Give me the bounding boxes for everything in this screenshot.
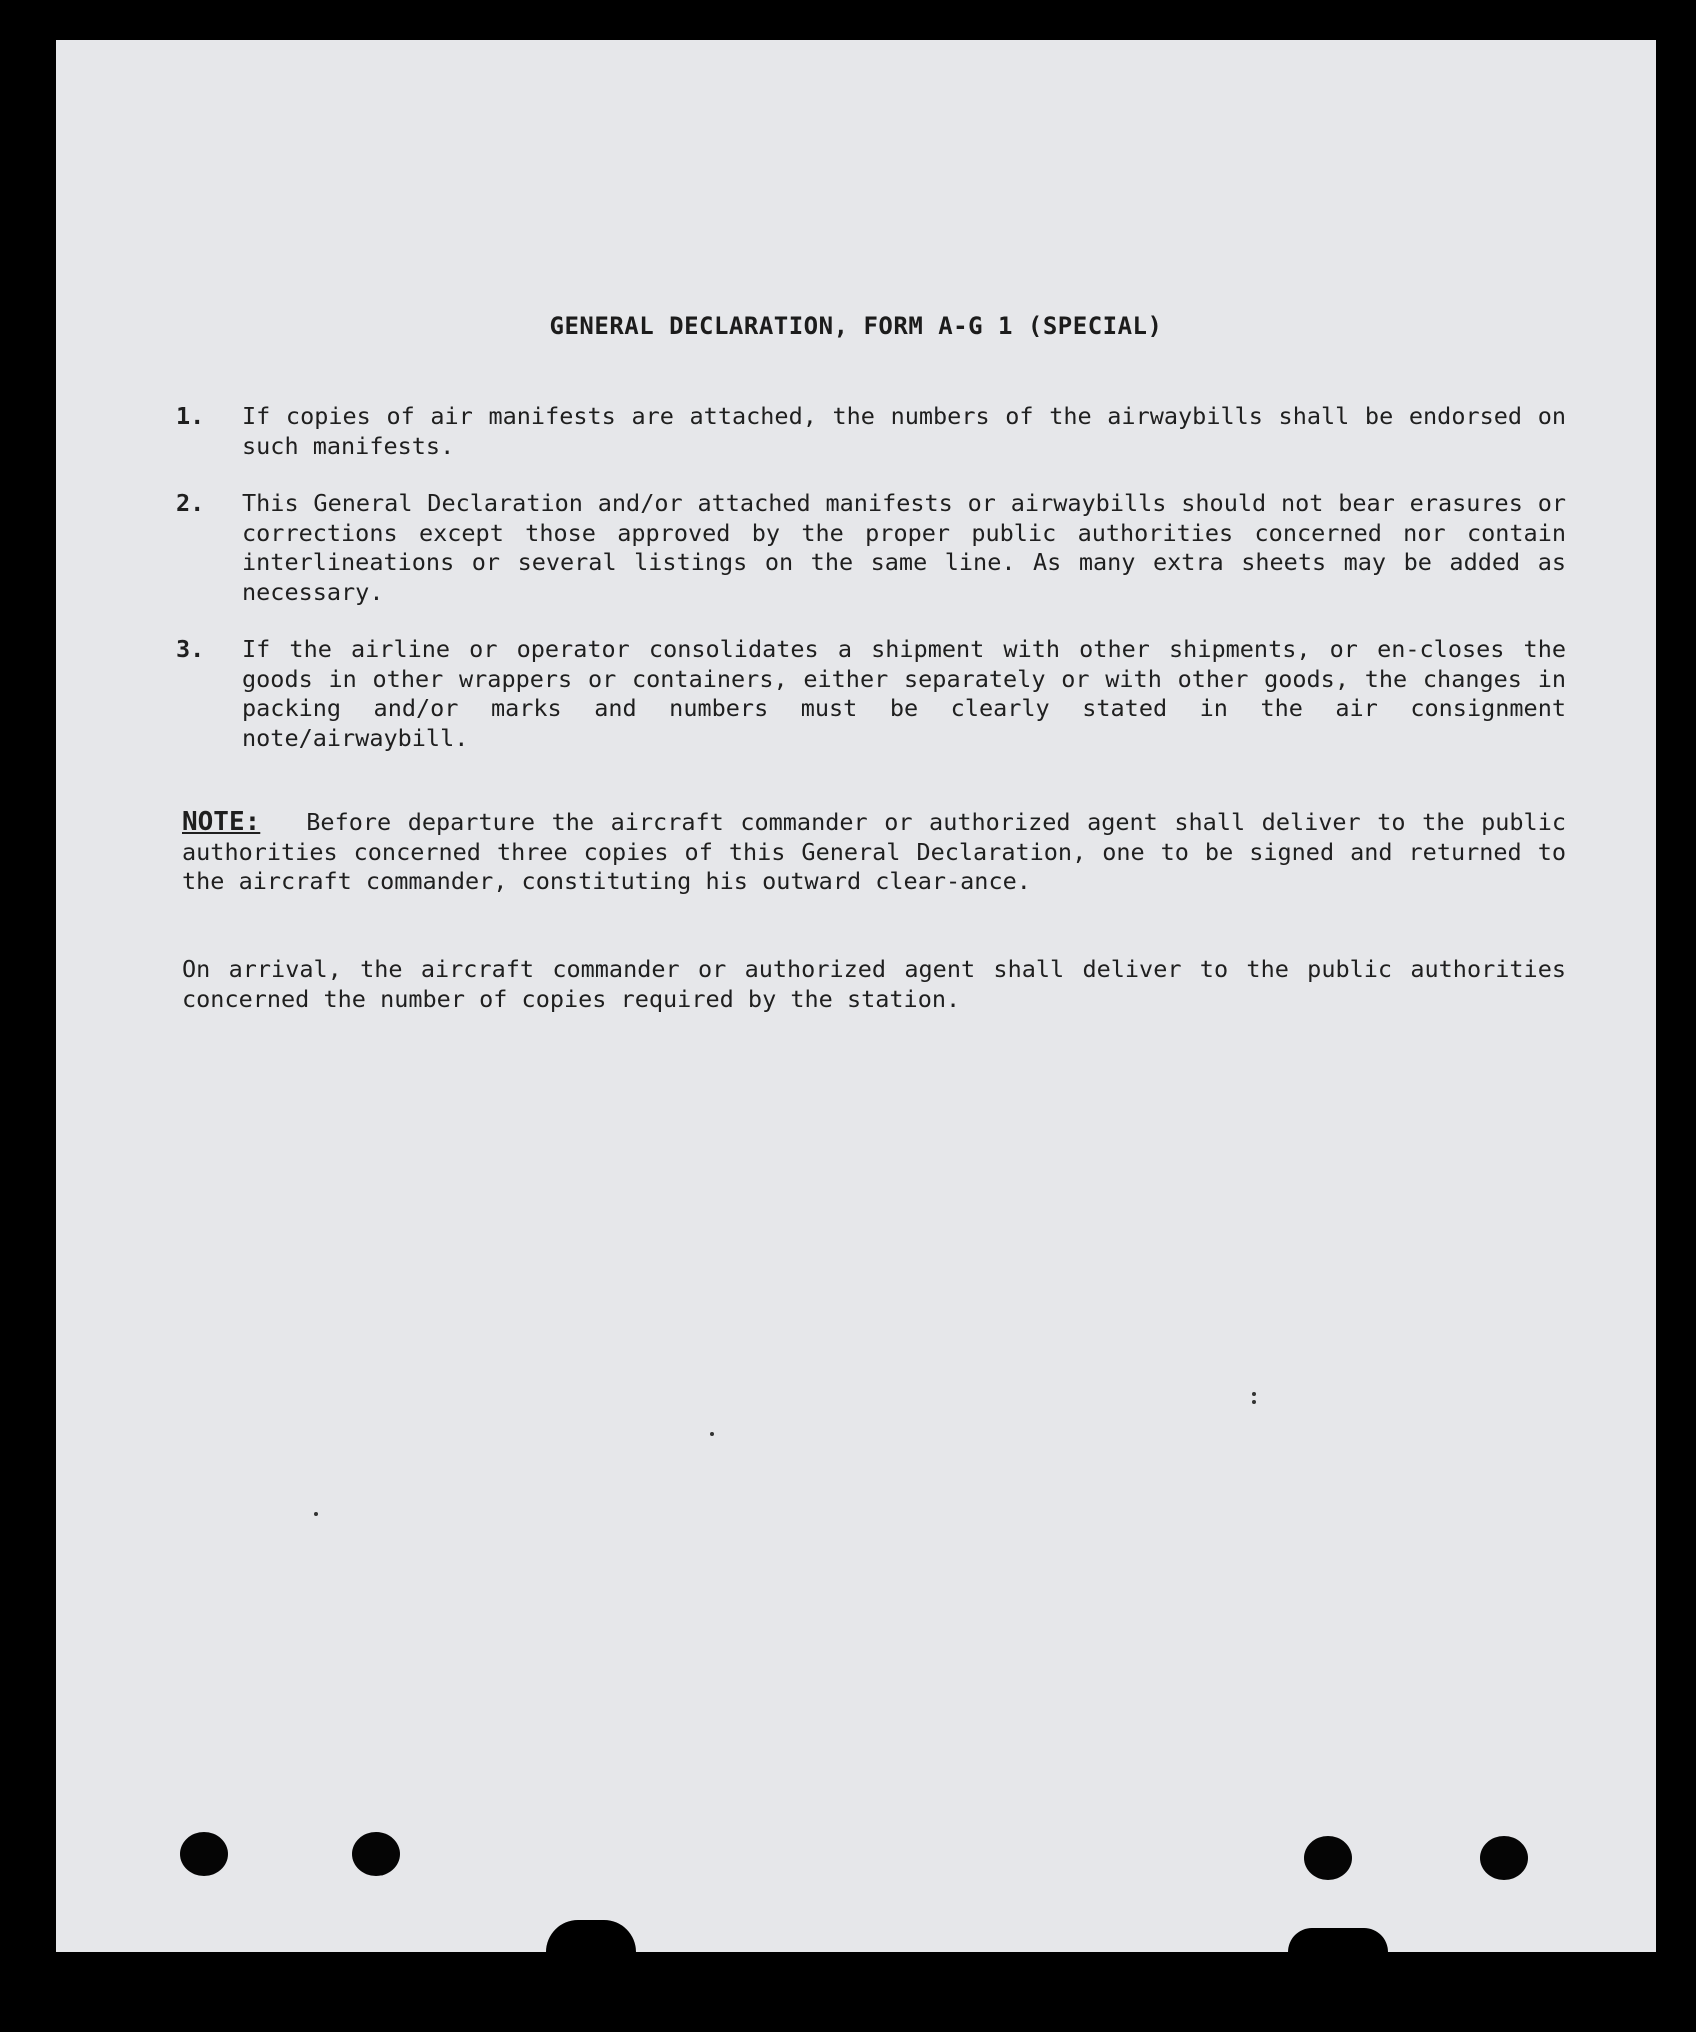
item-text: If copies of air manifests are attached, the numbers of the airwaybills shall be endorsed on such manifests.	[242, 402, 1566, 460]
instructions-list	[176, 402, 1566, 781]
instruction-item-3	[176, 635, 1566, 753]
item-number: 2.	[176, 489, 205, 517]
torn-edge-left	[546, 1920, 636, 1952]
arrival-paragraph: On arrival, the aircraft commander or authorized agent shall deliver to the public authorities concerned the number of copies required by the station.	[182, 955, 1566, 1013]
note-label: NOTE:	[182, 807, 261, 837]
punch-hole-3	[1304, 1836, 1352, 1880]
speck	[1252, 1400, 1256, 1404]
punch-hole-2	[352, 1832, 400, 1876]
item-text: If the airline or operator consolidates a shipment with other shipments, or en-closes the goods in other wrappers or containers, either separately or with other goods, the changes in packing and/or marks and numbers must be clearly stated in the air consignment note/airwaybill.	[242, 635, 1566, 752]
item-number: 1.	[176, 402, 205, 430]
instruction-item-1	[176, 402, 1566, 461]
note-paragraph	[182, 808, 1566, 897]
punch-hole-1	[180, 1832, 228, 1876]
instruction-item-2	[176, 489, 1566, 607]
speck	[1252, 1392, 1256, 1396]
speck	[710, 1432, 714, 1436]
item-text: This General Declaration and/or attached manifests or airwaybills should not bear erasures or corrections except those approved by the proper public authorities concerned nor contain interlineations or several listings on the same line. As many extra sheets may be added as necessary.	[242, 489, 1566, 606]
punch-hole-4	[1480, 1836, 1528, 1880]
document-title: GENERAL DECLARATION, FORM A-G 1 (SPECIAL)	[549, 312, 1163, 340]
document-page	[56, 40, 1656, 1952]
torn-edge-right	[1288, 1928, 1388, 1952]
note-text: Before departure the aircraft commander or authorized agent shall deliver to the public authorities concerned three copies of this General Declaration, one to be signed and returned to the aircraft commander, constituting his outward clear-ance.	[182, 808, 1566, 895]
speck	[314, 1512, 318, 1516]
item-number: 3.	[176, 635, 205, 663]
